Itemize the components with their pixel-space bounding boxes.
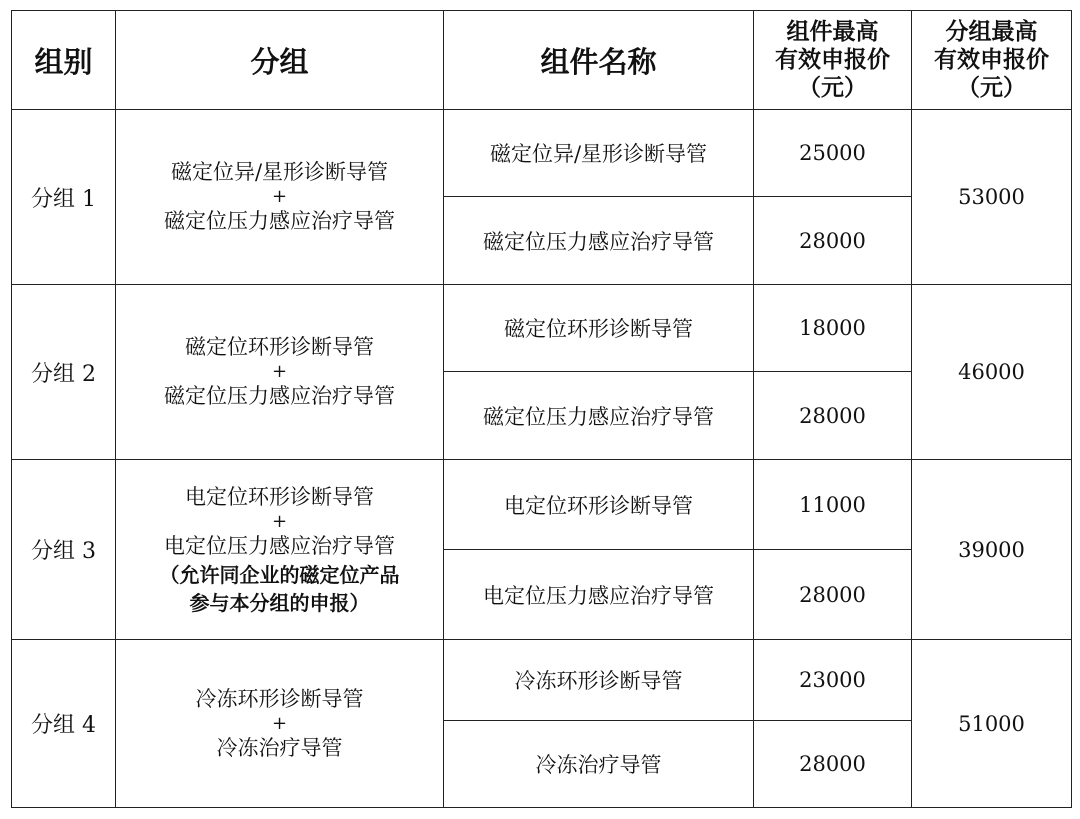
component-price-cell: 28000: [754, 372, 912, 460]
header-line: （元）: [957, 75, 1026, 101]
group-note-line: （允许同企业的磁定位产品: [159, 562, 400, 587]
group-desc-cell: [116, 640, 444, 808]
group-name-cell: 分组 3: [12, 460, 116, 640]
header-line: 有效申报价: [775, 47, 890, 73]
header-row: [12, 11, 1072, 110]
component-price-cell: 18000: [754, 285, 912, 372]
desc-line: 磁定位环形诊断导管: [185, 335, 374, 359]
group-desc-cell: [116, 460, 444, 640]
component-price-col-header: [754, 11, 912, 110]
component-name-cell: 磁定位压力感应治疗导管: [444, 372, 754, 460]
group-note-line: 参与本分组的申报）: [189, 590, 370, 615]
group-name-cell: 分组 1: [12, 110, 116, 285]
header-line: （元）: [798, 75, 867, 101]
component-price-cell: 23000: [754, 640, 912, 721]
component-name-cell: 冷冻治疗导管: [444, 721, 754, 808]
desc-line: 磁定位压力感应治疗导管: [164, 209, 395, 233]
component-name-cell: 磁定位压力感应治疗导管: [444, 197, 754, 285]
plus-sign: +: [271, 510, 288, 532]
table-row: [12, 110, 1072, 197]
component-price-cell: 28000: [754, 550, 912, 640]
desc-line: 冷冻治疗导管: [216, 735, 343, 760]
component-col-header: 组件名称: [444, 11, 754, 110]
header-line: 分组最高: [945, 19, 1038, 45]
price-table: [11, 10, 1072, 808]
plus-sign: +: [271, 712, 288, 734]
group-col-header: 组别: [12, 11, 116, 110]
subgroup-col-header: 分组: [116, 11, 444, 110]
header-line: 组件最高: [786, 19, 879, 45]
component-price-cell: 11000: [754, 460, 912, 550]
group-price-col-header: [912, 11, 1072, 110]
table-row: [12, 285, 1072, 372]
desc-line: 磁定位压力感应治疗导管: [164, 384, 395, 408]
group-total-cell: 46000: [912, 285, 1072, 460]
component-price-cell: 25000: [754, 110, 912, 197]
desc-line: 磁定位异/星形诊断导管: [170, 160, 389, 184]
component-name-cell: 电定位压力感应治疗导管: [444, 550, 754, 640]
group-total-cell: 51000: [912, 640, 1072, 808]
component-name-cell: 磁定位异/星形诊断导管: [444, 110, 754, 197]
component-name-cell: 电定位环形诊断导管: [444, 460, 754, 550]
component-price-cell: 28000: [754, 721, 912, 808]
header-line: 有效申报价: [934, 47, 1049, 73]
component-price-cell: 28000: [754, 197, 912, 285]
group-total-cell: 53000: [912, 110, 1072, 285]
component-name-cell: 冷冻环形诊断导管: [444, 640, 754, 721]
group-desc-cell: [116, 285, 444, 460]
plus-sign: +: [271, 361, 288, 382]
desc-line: 电定位压力感应治疗导管: [164, 533, 395, 558]
group-name-cell: 分组 2: [12, 285, 116, 460]
desc-line: 电定位环形诊断导管: [185, 484, 374, 509]
table-row: [12, 640, 1072, 721]
plus-sign: +: [271, 186, 288, 207]
desc-line: 冷冻环形诊断导管: [195, 686, 364, 711]
group-total-cell: 39000: [912, 460, 1072, 640]
group-name-cell: 分组 4: [12, 640, 116, 808]
component-name-cell: 磁定位环形诊断导管: [444, 285, 754, 372]
table-row: [12, 460, 1072, 550]
group-desc-cell: [116, 110, 444, 285]
